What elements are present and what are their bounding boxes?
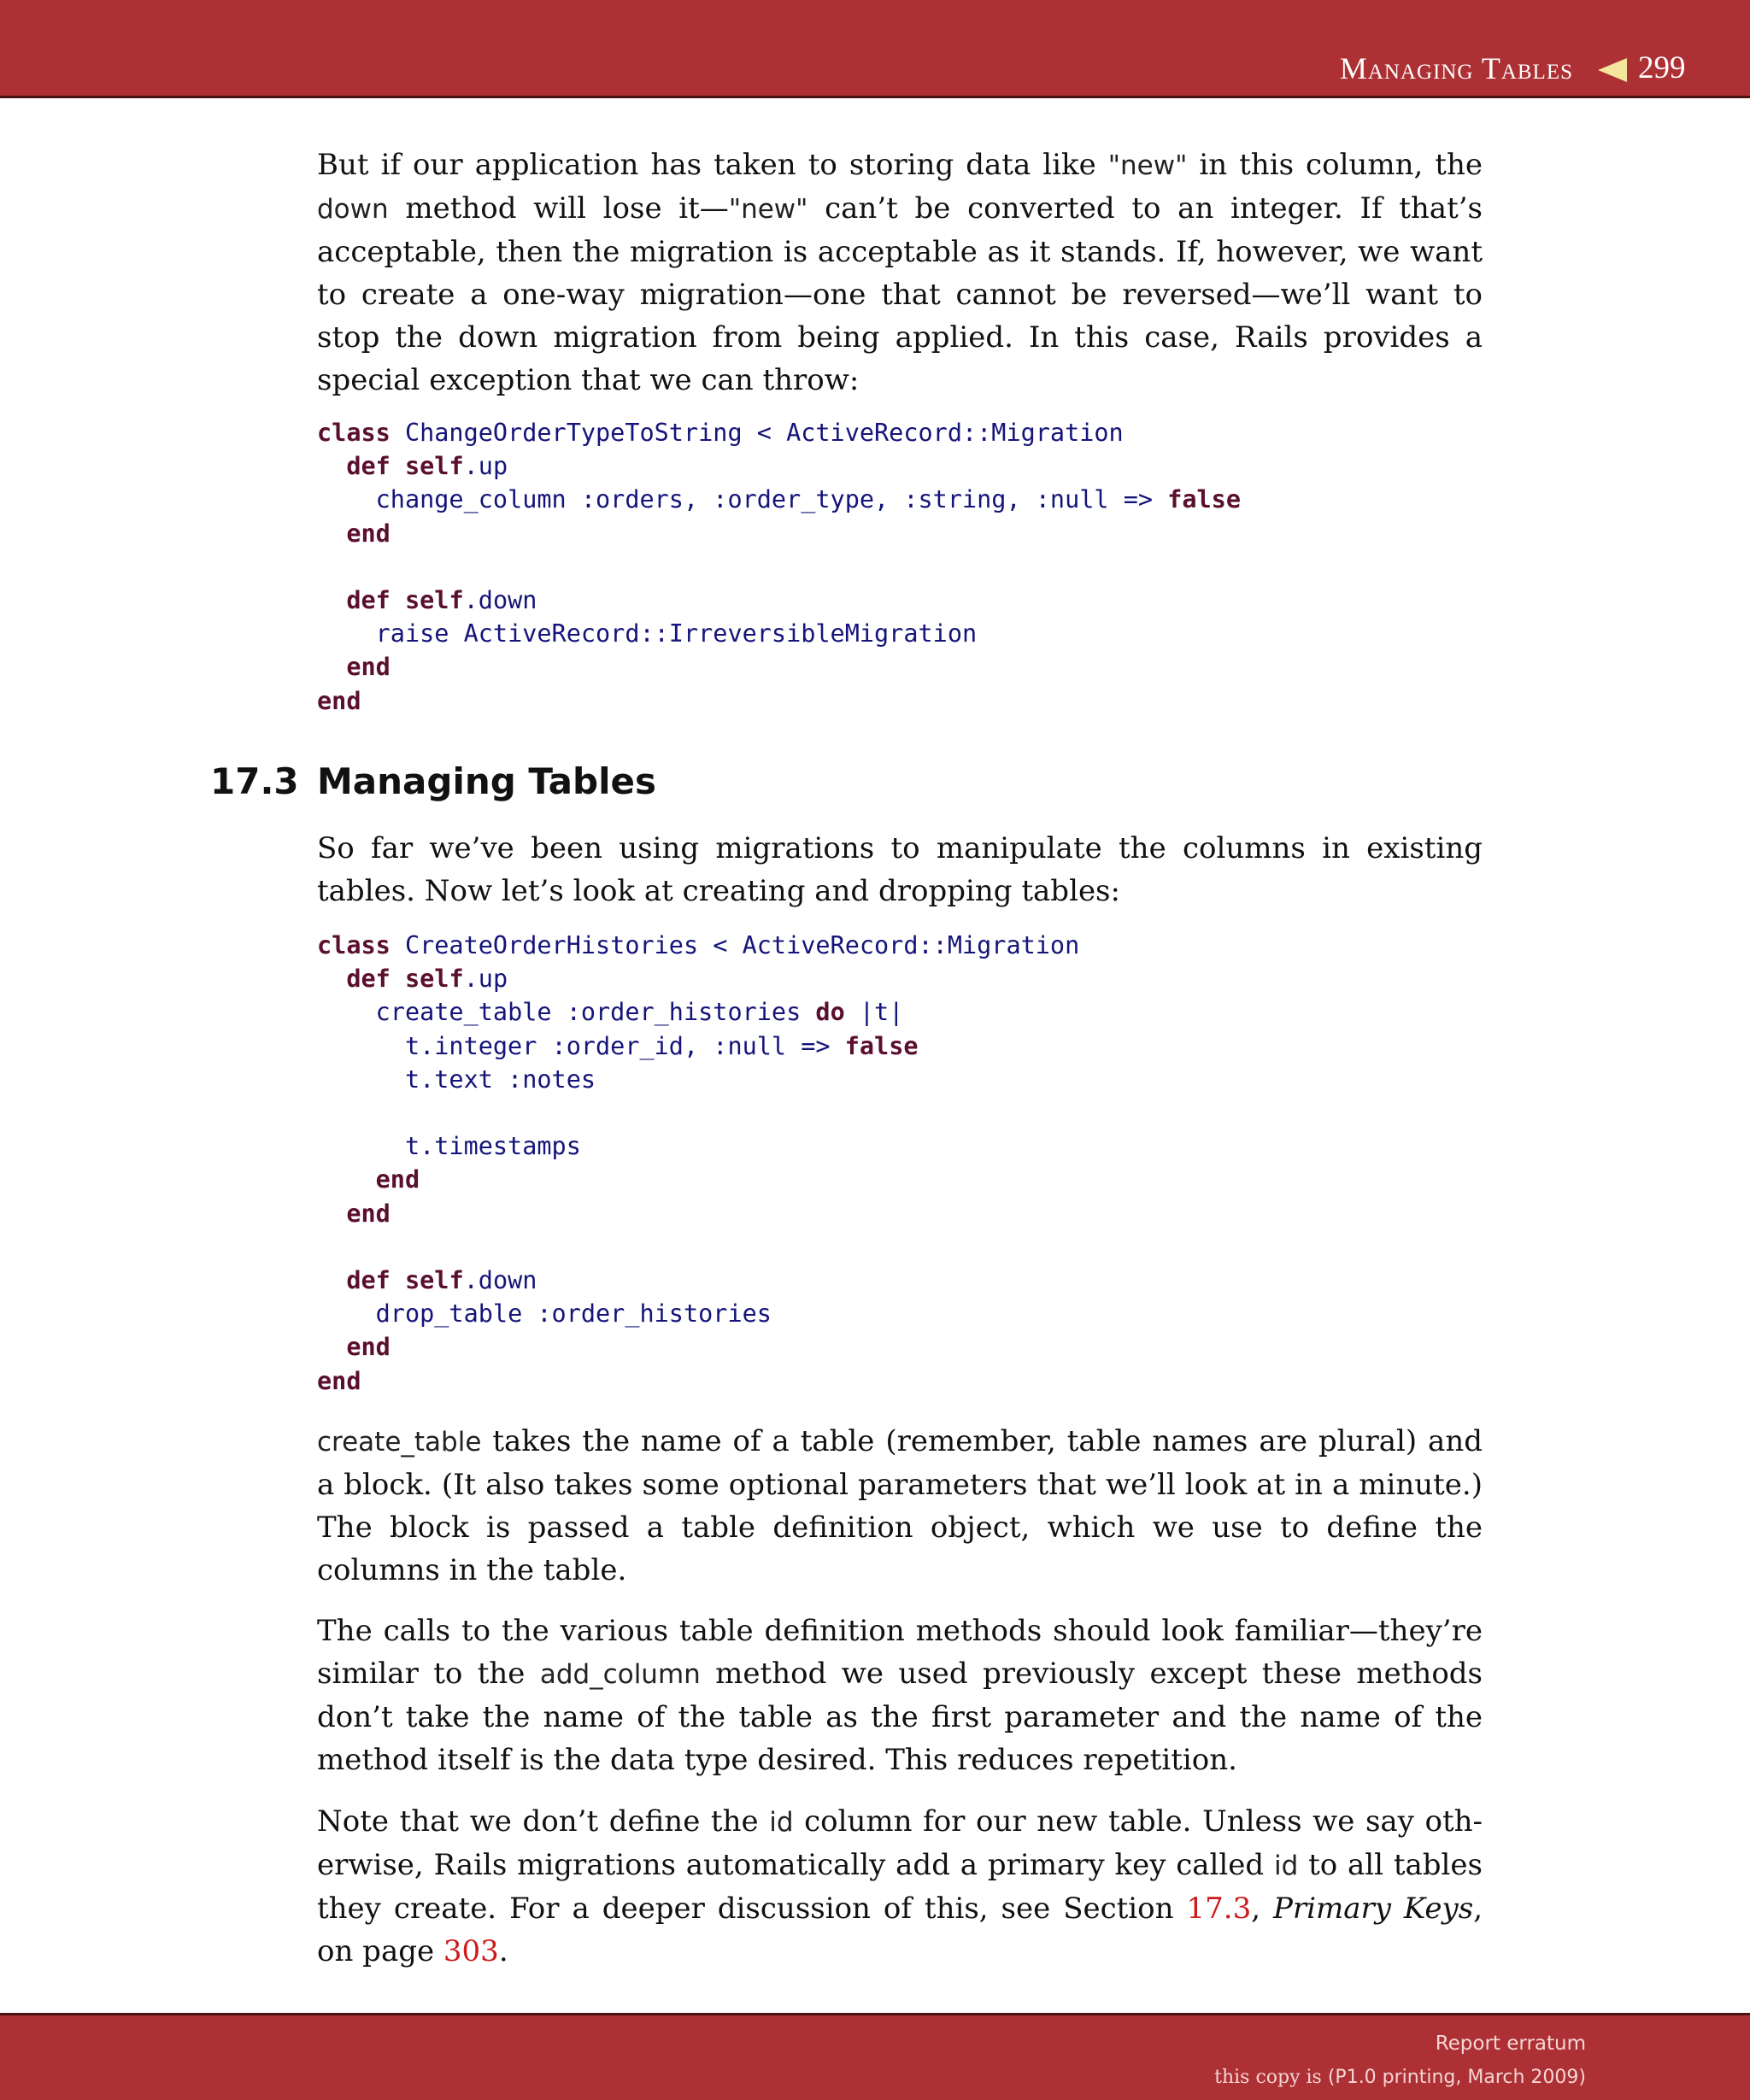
copy-info xyxy=(1214,2068,1586,2087)
code-text: t.timestamps xyxy=(404,1132,581,1161)
code-keyword: end xyxy=(346,653,391,682)
code-text: .up xyxy=(463,452,508,481)
page-number: 299 xyxy=(1638,50,1686,85)
section-title: Managing Tables xyxy=(317,760,656,802)
text-run: to all tables they create. For a deeper discussion of this, see Section xyxy=(317,1848,1483,1926)
intro-paragraph xyxy=(317,144,1483,402)
page-header xyxy=(0,0,1750,98)
text-run: column for our new table. Unless we say oth-erwise, Rails migrations automatically add a primary key called xyxy=(317,1804,1483,1882)
code-keyword: end xyxy=(375,1165,420,1194)
inline-code: down xyxy=(317,194,389,225)
code-text: CreateOrderHistories < ActiveRecord::Migration xyxy=(390,931,1080,959)
text-run: . xyxy=(498,1934,508,1968)
text-run: method will lose it— xyxy=(388,191,729,226)
text-run: , xyxy=(1251,1892,1273,1926)
calls-paragraph-container xyxy=(317,1610,1483,1781)
code-keyword: self xyxy=(404,586,464,615)
inline-code: id xyxy=(769,1807,794,1838)
create-table-paragraph xyxy=(317,1420,1483,1592)
inline-code: id xyxy=(1274,1851,1299,1881)
text-run: takes the name of a table (remember, table names are plural) and a block. (It also takes some optional parameters that we’ll look at in a minute.) The block is passed a table definition object, which we use to define the columns in the table. xyxy=(317,1424,1483,1587)
code-block-change-order-type xyxy=(317,416,1241,718)
intro-paragraph-container xyxy=(317,144,1483,402)
text-run: can’t be converted to an integer. If that’s acceptable, then the migration is acceptable as it stands. If, however, we want to create a one-way migration—one that cannot be reversed—we’ll want to stop the down migration from being applied. In this case, Rails provides a special exception that we can throw: xyxy=(317,191,1483,397)
previous-page-arrow-icon[interactable] xyxy=(1598,58,1627,82)
code-text: raise ActiveRecord::IrreversibleMigration xyxy=(375,619,978,648)
code-text: create_table :order_histories xyxy=(375,998,816,1027)
code-keyword: end xyxy=(317,686,361,715)
code-keyword: end xyxy=(346,1333,391,1362)
code-keyword: false xyxy=(1167,485,1241,514)
code-text: |t| xyxy=(844,998,904,1027)
code-keyword: end xyxy=(346,1199,391,1228)
printing-info: (P1.0 printing, March 2009) xyxy=(1327,2067,1586,2088)
inline-code: "new" xyxy=(728,194,808,225)
code-text: .down xyxy=(463,1266,537,1295)
code-keyword: def xyxy=(346,1266,391,1295)
text-run: Note that we don’t define the xyxy=(317,1804,770,1839)
running-head-title: Managing Tables xyxy=(1339,51,1573,85)
section-link[interactable]: 17.3 xyxy=(1186,1892,1252,1926)
code-keyword: end xyxy=(346,519,391,548)
code-keyword: def xyxy=(346,452,391,481)
text-run: , on page xyxy=(317,1892,1483,1968)
text-run: But if our application has taken to storing data like xyxy=(317,148,1108,182)
page-link[interactable]: 303 xyxy=(443,1934,499,1968)
code-keyword: do xyxy=(815,998,845,1027)
inline-code: create_table xyxy=(317,1427,482,1458)
text-run: in this column, the xyxy=(1187,148,1483,182)
text-run: The calls to the various table definition methods should look familiar—they’re similar to the xyxy=(317,1614,1483,1691)
report-erratum-link[interactable]: Report erratum xyxy=(1435,2033,1586,2055)
code-keyword: self xyxy=(404,452,464,481)
code-keyword: false xyxy=(844,1031,919,1060)
code-block-create-order-histories xyxy=(317,929,1079,1398)
text-run: method we used previously except these methods don’t take the name of the table as the first parameter and the name of the method itself is the data type desired. This reduces repetition. xyxy=(317,1657,1483,1777)
create-table-paragraph-container xyxy=(317,1420,1483,1592)
code-text: t.integer :order_id, :null => xyxy=(404,1031,845,1060)
code-text: .down xyxy=(463,586,537,615)
page-footer xyxy=(0,2013,1750,2100)
code-keyword: class xyxy=(317,419,391,447)
code-text: .up xyxy=(463,965,508,994)
copy-prefix: this copy is xyxy=(1214,2067,1328,2088)
section-intro-paragraph: So far we’ve been using migrations to manipulate the columns in existing tables. Now let’s look at creating and dropping tables: xyxy=(317,831,1483,908)
code-keyword: class xyxy=(317,931,391,959)
section-number: 17.3 xyxy=(210,760,299,802)
code-keyword: self xyxy=(404,965,464,994)
inline-code: "new" xyxy=(1107,150,1188,181)
code-keyword: self xyxy=(404,1266,464,1295)
note-paragraph xyxy=(317,1800,1483,1973)
note-paragraph-container xyxy=(317,1800,1483,1973)
code-text: drop_table :order_histories xyxy=(375,1299,772,1329)
inline-code: add_column xyxy=(539,1659,701,1690)
code-keyword: end xyxy=(317,1366,361,1395)
code-text: change_column :orders, :order_type, :string, :null => xyxy=(375,485,1168,514)
code-keyword: def xyxy=(346,965,391,994)
section-title-reference: Primary Keys xyxy=(1272,1892,1474,1926)
code-keyword: def xyxy=(346,586,391,615)
calls-paragraph xyxy=(317,1610,1483,1781)
code-text: t.text :notes xyxy=(404,1065,596,1094)
section-intro-container xyxy=(317,827,1483,912)
code-text: ChangeOrderTypeToString < ActiveRecord::Migration xyxy=(390,419,1124,447)
